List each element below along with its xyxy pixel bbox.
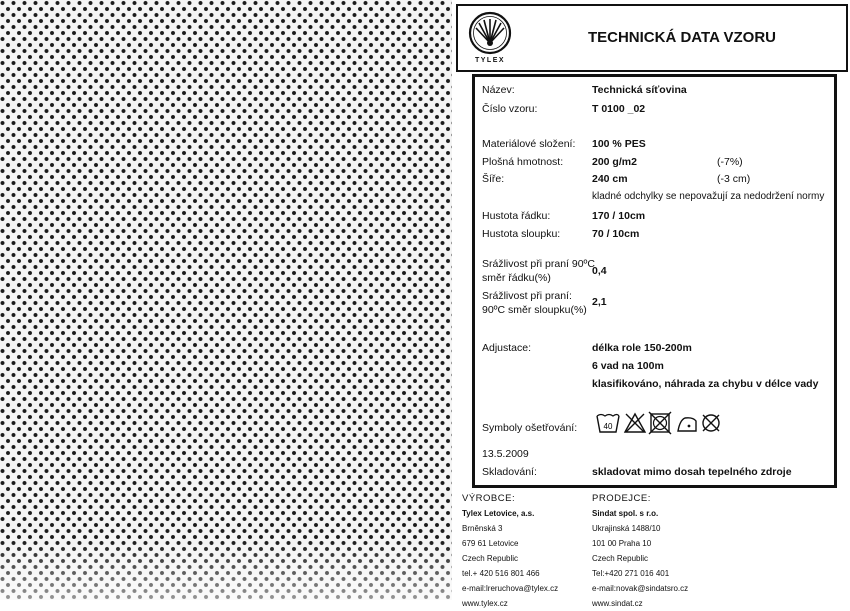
pattern-value: T 0100 _02 (592, 103, 646, 115)
weight-tolerance: (-7%) (717, 156, 743, 168)
width-tolerance: (-3 cm) (717, 173, 751, 185)
adjust-value-2: 6 vad na 100m (592, 360, 664, 372)
header-box (456, 4, 848, 72)
iron-one-dot-icon (678, 418, 696, 431)
seller-web: www.sindat.cz (592, 599, 643, 608)
logo-text: TYLEX (474, 57, 506, 64)
tylex-logo (464, 9, 516, 67)
fabric-fade (0, 540, 452, 600)
shrink-row-label-2: směr řádku(%) (482, 272, 551, 284)
producer-name: Tylex Letovice, a.s. (462, 509, 535, 518)
producer-country: Czech Republic (462, 554, 519, 563)
width-label: Šíře: (482, 173, 505, 185)
seller-email: e-mail:novak@sindatsro.cz (592, 584, 689, 593)
storage-label: Skladování: (482, 466, 537, 478)
shrink-row-value: 0,4 (592, 265, 607, 277)
seller-country: Czech Republic (592, 554, 649, 563)
producer-city: 679 61 Letovice (462, 539, 519, 548)
no-dry-clean-icon (703, 415, 719, 431)
wash-40-icon (597, 415, 619, 433)
shrink-col-value: 2,1 (592, 296, 607, 308)
producer-email: e-mail:lreruchova@tylex.cz (462, 584, 559, 593)
producer-phone: tel.+ 420 516 801 466 (462, 569, 540, 578)
seller-contact (592, 492, 688, 611)
material-label: Materiálové složení: (482, 138, 576, 150)
adjust-value-3: klasifikováno, náhrada za chybu v délce vady (592, 378, 819, 390)
seller-street: Ukrajinská 1488/10 (592, 524, 661, 533)
shrink-col-label-2: 90ºC směr sloupku(%) (482, 304, 587, 316)
producer-heading: VÝROBCE: (462, 493, 516, 504)
seller-city: 101 00 Praha 10 (592, 539, 652, 548)
seller-heading: PRODEJCE: (592, 493, 651, 504)
col-density-label: Hustota sloupku: (482, 228, 561, 240)
row-density-value: 170 / 10cm (592, 210, 646, 222)
page-title: TECHNICKÁ DATA VZORU (587, 29, 777, 46)
material-value: 100 % PES (592, 138, 646, 150)
no-tumble-dry-icon (649, 412, 671, 434)
symbols-label: Symboly ošetřování: (482, 422, 578, 434)
producer-street: Brněnská 3 (462, 524, 503, 533)
shrink-col-label-1: Srážlivost při praní: (482, 290, 572, 302)
col-density-value: 70 / 10cm (592, 228, 640, 240)
deviation-note: kladné odchylky se nepovažují za nedodržení normy (592, 191, 825, 202)
wash-temp: 40 (603, 422, 613, 431)
adjust-label: Adjustace: (482, 342, 532, 354)
producer-contact (462, 492, 558, 611)
storage-value: skladovat mimo dosah tepelného zdroje (592, 466, 792, 478)
adjust-value-1: délka role 150-200m (592, 342, 692, 354)
pattern-label: Číslo vzoru: (482, 103, 538, 115)
seller-name: Sindat spol. s r.o. (592, 509, 659, 518)
width-value: 240 cm (592, 173, 628, 185)
care-symbols (596, 410, 736, 436)
name-label: Název: (482, 84, 515, 96)
producer-web: www.tylex.cz (462, 599, 508, 608)
technical-sheet (452, 0, 850, 608)
name-value: Technická síťovina (592, 84, 687, 96)
weight-label: Plošná hmotnost: (482, 156, 564, 168)
row-density-label: Hustota řádku: (482, 210, 551, 222)
shrink-row-label-1: Srážlivost při praní 90ºC (482, 258, 595, 270)
no-bleach-icon (625, 414, 645, 432)
weight-value: 200 g/m2 (592, 156, 637, 168)
date: 13.5.2009 (482, 448, 529, 460)
seller-phone: Tel:+420 271 016 401 (592, 569, 670, 578)
